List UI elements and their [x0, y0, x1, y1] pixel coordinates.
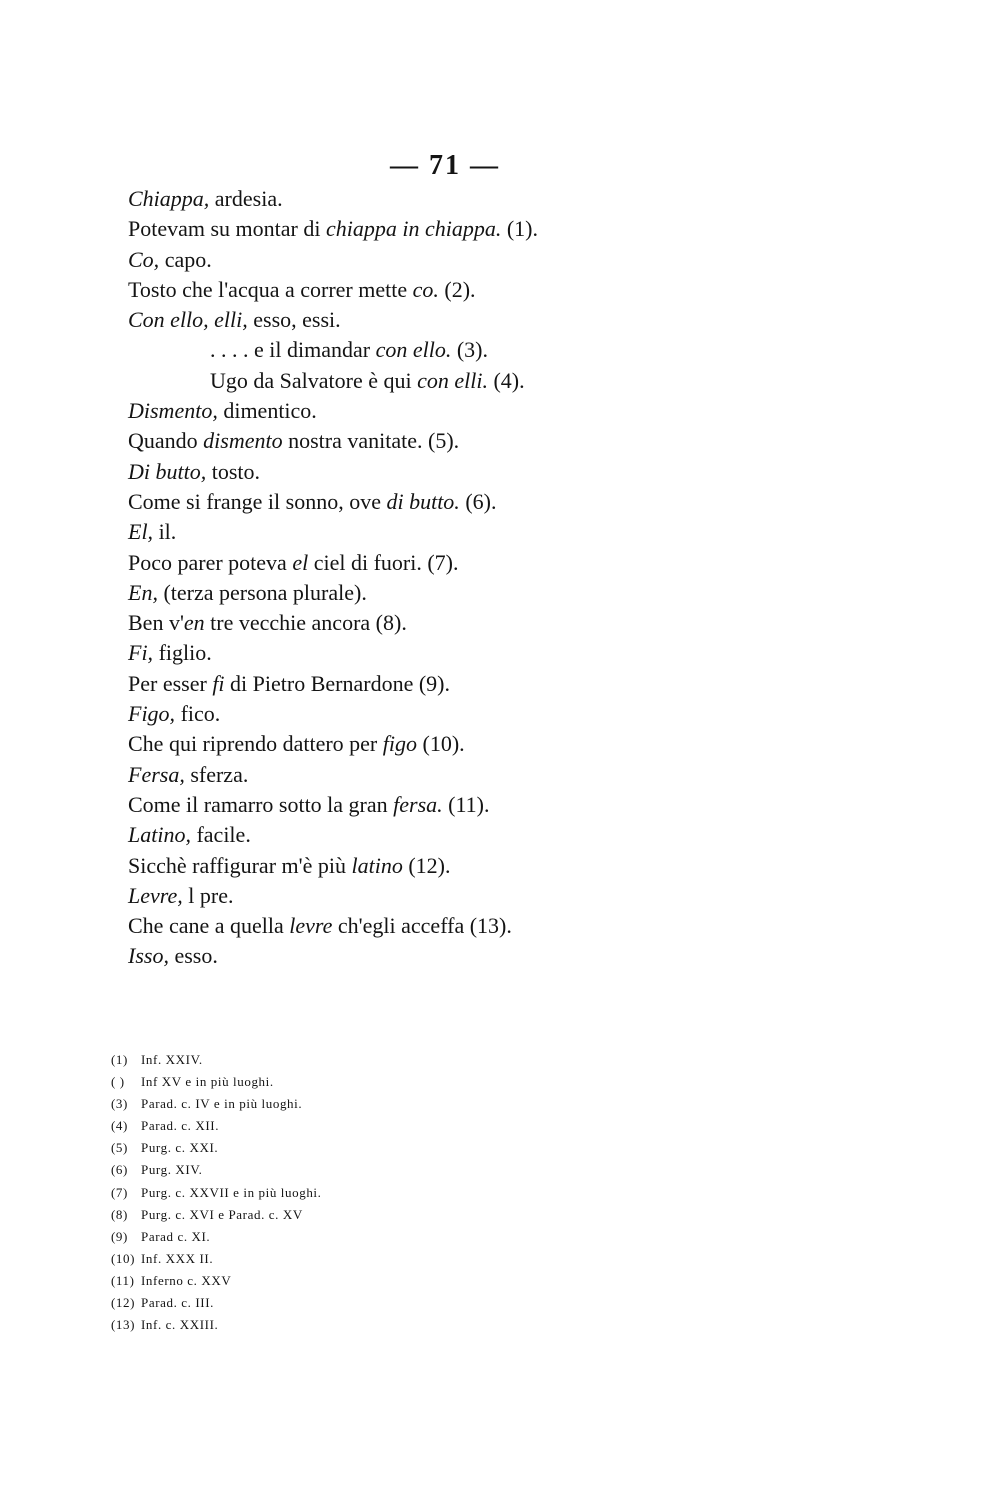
line-text: Ben v' [128, 610, 184, 636]
glossary-line [128, 820, 828, 850]
glossary-line [128, 245, 828, 275]
line-text: (11). [442, 791, 490, 817]
footnote-text: Purg. XIV. [141, 1162, 203, 1178]
footnote-text: Inferno c. XXV [141, 1272, 232, 1288]
line-text: Tosto che l'acqua a correr mette [128, 276, 413, 302]
line-text: fico. [175, 701, 221, 727]
italic-term: Latino, [128, 822, 191, 848]
italic-term: con ello. [375, 337, 452, 363]
footnote [111, 1314, 611, 1336]
footnote-text: Inf XV e in più luoghi. [141, 1074, 274, 1090]
glossary-line [128, 214, 828, 244]
italic-term: con elli. [417, 367, 488, 393]
line-text: l pre. [182, 882, 234, 908]
line-text: dimentico. [217, 398, 317, 424]
footnote-number: ( ) [111, 1074, 125, 1090]
footnote-number: (8) [111, 1206, 128, 1222]
italic-term: co. [412, 276, 439, 302]
line-text: Che cane a quella [128, 913, 290, 939]
italic-term: El, [128, 519, 154, 545]
footnote [111, 1071, 611, 1093]
footnote-text: Purg. c. XVI e Parad. c. XV [141, 1206, 303, 1222]
italic-term: di butto. [386, 488, 460, 514]
glossary-line [128, 941, 828, 971]
glossary-line [128, 305, 828, 335]
line-text: Che qui riprendo dattero per [128, 731, 383, 757]
footnote-text: Parad. c. III. [141, 1295, 215, 1311]
italic-term: dismento [203, 428, 283, 454]
footnote [111, 1159, 611, 1181]
italic-term: Fersa, [128, 761, 185, 787]
glossary-line [128, 335, 828, 365]
footnote-number: (11) [111, 1272, 135, 1288]
line-text: il. [153, 519, 177, 545]
footnote-number: (7) [111, 1184, 128, 1200]
footnote-text: Inf. XXIV. [141, 1052, 203, 1067]
footnote-number: (5) [111, 1140, 128, 1156]
line-text: (2). [438, 276, 476, 302]
footnote [111, 1137, 611, 1159]
italic-term: fi [212, 670, 225, 696]
footnote-number: (6) [111, 1162, 128, 1178]
footnote [111, 1226, 611, 1248]
line-text: Come il ramarro sotto la gran [128, 791, 394, 817]
glossary-line [128, 366, 828, 396]
glossary-line [128, 608, 828, 638]
line-text: ch'egli acceffa (13). [332, 913, 512, 939]
footnote-number: (13) [111, 1317, 136, 1333]
footnote [111, 1204, 611, 1226]
line-text: Potevam su montar di [128, 216, 326, 242]
glossary-line [128, 487, 828, 517]
footnote-text: Inf. XXX II. [141, 1250, 214, 1266]
italic-term: Levre, [128, 882, 183, 908]
italic-term: Di butto, [128, 458, 207, 484]
line-text: esso, essi. [247, 307, 341, 333]
glossary-line [128, 638, 828, 668]
italic-term: En, [128, 579, 158, 605]
italic-term: Fi, [128, 640, 154, 666]
italic-term: Chiappa, [128, 186, 210, 211]
line-text: (10). [417, 731, 465, 757]
line-text: capo. [159, 246, 212, 272]
line-text: nostra vanitate. (5). [282, 428, 460, 454]
glossary-line [128, 184, 828, 214]
line-text: tosto. [206, 458, 261, 484]
footnote [111, 1049, 611, 1071]
line-text: Ugo da Salvatore è qui [210, 367, 418, 393]
footnote-number: (9) [111, 1228, 128, 1244]
page-number: — 71 — [390, 150, 500, 181]
glossary-line [128, 578, 828, 608]
glossary-line [128, 699, 828, 729]
line-text: (1). [501, 216, 539, 242]
footnote-number: (3) [111, 1096, 128, 1112]
footnote-text: Parad c. XI. [141, 1228, 211, 1244]
glossary-line [128, 911, 828, 941]
footnote [111, 1093, 611, 1115]
glossary-line [128, 881, 828, 911]
line-text: Come si frange il sonno, ove [128, 488, 387, 514]
footnote-number: (10) [111, 1250, 136, 1266]
line-text: ardesia. [209, 186, 283, 211]
footnote [111, 1115, 611, 1137]
line-text: (6). [459, 488, 497, 514]
footnote [111, 1270, 611, 1292]
footnote-number: (12) [111, 1295, 136, 1311]
footnote [111, 1182, 611, 1204]
italic-term: latino [351, 852, 403, 878]
footnote-text: Parad. c. IV e in più luoghi. [141, 1096, 303, 1112]
glossary-line [128, 760, 828, 790]
line-text: facile. [190, 822, 251, 848]
italic-term: levre [289, 913, 333, 939]
line-text: . . . . e il dimandar [210, 337, 376, 363]
italic-term: el [292, 549, 309, 575]
italic-term: figo [382, 731, 417, 757]
line-text: Sicchè raffigurar m'è più [128, 852, 352, 878]
italic-term: Con ello, elli, [128, 307, 248, 333]
glossary-line [128, 426, 828, 456]
italic-term: fersa. [393, 791, 443, 817]
glossary-line [128, 396, 828, 426]
footnote-number: (4) [111, 1118, 128, 1134]
footnote [111, 1248, 611, 1270]
glossary-line [128, 457, 828, 487]
italic-term: chiappa in chiappa. [325, 216, 502, 242]
glossary-line [128, 548, 828, 578]
glossary-line [128, 517, 828, 547]
italic-term: Figo, [128, 701, 176, 727]
line-text: Quando [128, 428, 204, 454]
italic-term: Dismento, [128, 398, 218, 424]
footnotes [111, 1049, 611, 1336]
line-text: tre vecchie ancora (8). [204, 610, 407, 636]
line-text: (3). [451, 337, 488, 363]
italic-term: Isso, [128, 943, 169, 969]
italic-term: Co, [128, 246, 160, 272]
glossary-line [128, 851, 828, 881]
glossary-list [128, 184, 828, 972]
footnote-text: Purg. c. XXVII e in più luoghi. [141, 1184, 322, 1200]
glossary-line [128, 669, 828, 699]
line-text: di Pietro Bernardone (9). [224, 670, 450, 696]
line-text: ciel di fuori. (7). [308, 549, 459, 575]
line-text: (terza persona plurale). [157, 579, 367, 605]
footnote-text: Inf. c. XXIII. [141, 1317, 219, 1333]
footnote-text: Parad. c. XII. [141, 1118, 220, 1134]
glossary-line [128, 275, 828, 305]
glossary-line [128, 729, 828, 759]
glossary-line [128, 790, 828, 820]
line-text: Per esser [128, 670, 213, 696]
line-text: (4). [487, 367, 525, 393]
footnote-text: Purg. c. XXI. [141, 1140, 219, 1156]
line-text: (12). [402, 852, 451, 878]
line-text: Poco parer poteva [128, 549, 293, 575]
italic-term: en [183, 610, 205, 636]
footnote-number: (1) [111, 1052, 128, 1067]
footnote [111, 1292, 611, 1314]
line-text: sferza. [184, 761, 249, 787]
line-text: esso. [168, 943, 218, 969]
line-text: figlio. [153, 640, 212, 666]
